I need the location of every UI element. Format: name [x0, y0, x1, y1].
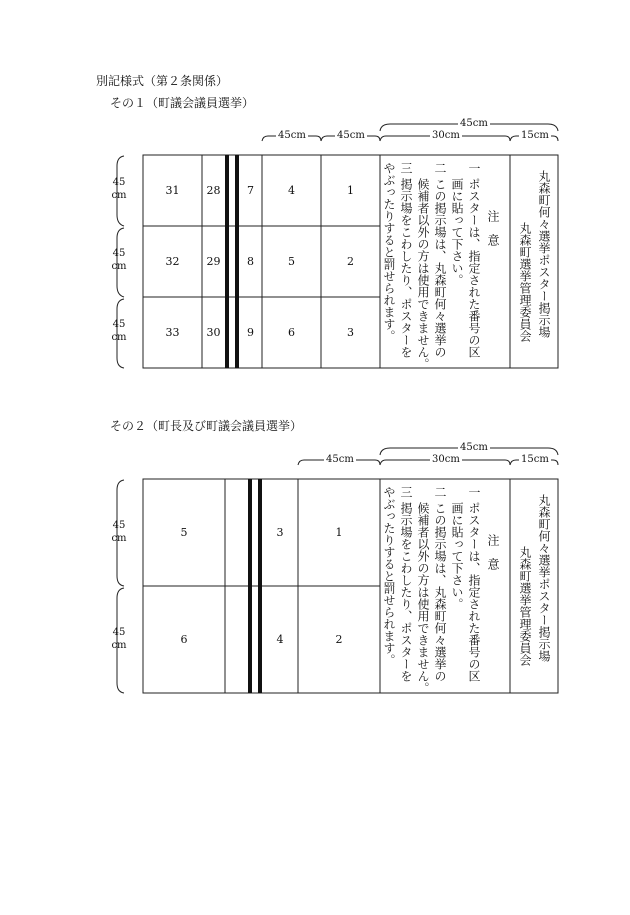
notice-item-1-line-1: ポスターは、指定された番号の区	[467, 178, 481, 358]
poster-slot: 3	[276, 526, 284, 539]
row-height-2	[108, 626, 130, 652]
dim-15: 15cm	[521, 454, 549, 465]
poster-slot: 7	[247, 184, 254, 197]
poster-slot: 33	[165, 326, 180, 339]
row-height-1-unit: cm	[111, 533, 127, 544]
notice-item-3-line-1: 掲示場をこわしたり、ポスターを	[399, 502, 413, 682]
notice-item-2-number: 二	[433, 486, 447, 498]
section-1-title: その１（町議会議員選挙）	[110, 96, 255, 110]
notice-item-3-number: 三	[399, 162, 413, 174]
dim-45: 45cm	[326, 454, 354, 465]
row-height-2-unit: cm	[111, 640, 127, 651]
row-height-2-unit: cm	[111, 261, 127, 272]
notice-item-1-line-2: 画に貼って下さい。	[450, 502, 464, 610]
notice-item-2-line-2: 候補者以外の方は使用できません。	[416, 178, 430, 370]
notice-item-1-number: 一	[467, 486, 481, 498]
notice-item-3-line-2: やぶったりすると罰せられます。	[382, 162, 396, 342]
poster-slot: 9	[247, 326, 254, 339]
notice-item-2-line-2: 候補者以外の方は使用できません。	[416, 502, 430, 694]
poster-slot: 3	[347, 326, 354, 339]
poster-slot: 4	[288, 184, 295, 197]
notice-item-2-line-1: この掲示場は、丸森町何々選挙の	[433, 502, 447, 682]
board-title: 丸森町何々選挙ポスター掲示場	[537, 494, 551, 662]
notice-item-3-line-2: やぶったりすると罰せられます。	[382, 486, 396, 666]
poster-slot: 5	[288, 255, 295, 268]
form-title: 別記様式（第２条関係）	[96, 74, 229, 88]
board-committee: 丸森町選挙管理委員会	[518, 222, 532, 342]
notice-item-1-line-2: 画に貼って下さい。	[450, 178, 464, 286]
poster-slot: 31	[165, 184, 180, 197]
row-height-1	[108, 519, 130, 545]
dim-total-45: 45cm	[460, 118, 488, 129]
poster-slot: 8	[247, 255, 254, 268]
row-height-1-value: 45	[112, 177, 126, 188]
poster-slot: 32	[165, 255, 180, 268]
notice-heading: 注 意	[486, 210, 500, 246]
board-title: 丸森町何々選挙ポスター掲示場	[537, 170, 551, 338]
row-height-3-unit: cm	[111, 332, 127, 343]
notice-item-2-line-1: この掲示場は、丸森町何々選挙の	[433, 178, 447, 358]
poster-slot: 6	[288, 326, 295, 339]
notice-item-1-number: 一	[467, 162, 481, 174]
dim-total-45: 45cm	[460, 442, 488, 453]
poster-slot: 28	[206, 184, 221, 197]
poster-slot: 2	[347, 255, 354, 268]
poster-slot: 30	[206, 326, 221, 339]
notice-item-3-line-1: 掲示場をこわしたり、ポスターを	[399, 178, 413, 358]
poster-slot: 1	[347, 184, 354, 197]
poster-slot: 29	[206, 255, 221, 268]
dim-45-b: 45cm	[337, 130, 365, 141]
row-height-1-unit: cm	[111, 190, 127, 201]
notice-heading: 注 意	[486, 534, 500, 570]
poster-slot: 2	[335, 633, 343, 646]
dim-30: 30cm	[432, 130, 460, 141]
poster-slot: 6	[180, 633, 188, 646]
poster-slot: 1	[335, 526, 343, 539]
dim-15: 15cm	[521, 130, 549, 141]
dim-45-a: 45cm	[278, 130, 306, 141]
row-height-3-value: 45	[112, 319, 126, 330]
poster-slot: 5	[180, 526, 188, 539]
notice-item-1-line-1: ポスターは、指定された番号の区	[467, 502, 481, 682]
row-height-1-value: 45	[112, 520, 126, 531]
poster-slot: 4	[276, 633, 284, 646]
section-2-title: その２（町長及び町議会議員選挙）	[110, 419, 303, 433]
row-height-2-value: 45	[112, 627, 126, 638]
notice-item-2-number: 二	[433, 162, 447, 174]
row-height-2-value: 45	[112, 248, 126, 259]
notice-item-3-number: 三	[399, 486, 413, 498]
dim-30: 30cm	[432, 454, 460, 465]
board-committee: 丸森町選挙管理委員会	[518, 546, 532, 666]
